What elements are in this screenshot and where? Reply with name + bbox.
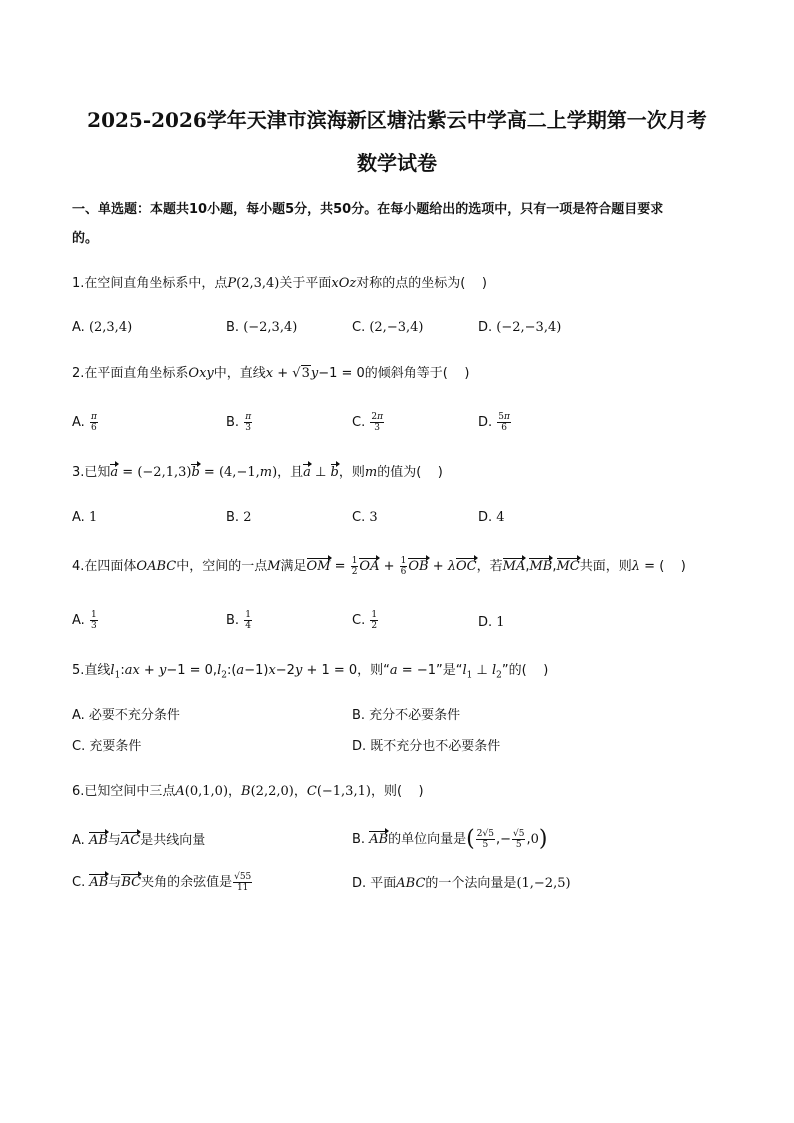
section-heading-line2: 的。 (72, 231, 99, 246)
question-6-option-a[interactable]: A. AB与AC是共线向量 (72, 831, 205, 851)
section-heading-line1: 一、单选题：本题共10小题，每小题5分，共50分。在每小题给出的选项中，只有一项是符合题目要求 (72, 202, 664, 217)
question-1-option-c[interactable]: C. (2,−3,4) (352, 320, 424, 335)
question-5-option-b[interactable]: B. 充分不必要条件 (352, 708, 461, 723)
question-5-option-c[interactable]: C. 充要条件 (72, 739, 142, 754)
question-3-stem: 3.已知a = (−2,1,3)b = (4,−1,m)，且a ⊥ b，则m的值为( ) (72, 463, 443, 483)
question-6-option-c[interactable]: C. AB与BC夹角的余弦值是 $\frac{√55}{11}$ (72, 872, 252, 893)
question-5-option-a[interactable]: A. 必要不充分条件 (72, 708, 180, 723)
section-heading (72, 195, 722, 253)
question-1-option-b[interactable]: B. (−2,3,4) (226, 320, 298, 335)
question-2-option-d[interactable]: D. $\frac{5\pi}{6}$ (478, 412, 510, 433)
question-3-option-a[interactable]: A. 1 (72, 510, 98, 525)
question-4-option-d[interactable]: D. 1 (478, 615, 505, 630)
question-3-option-d[interactable]: D. 4 (478, 510, 505, 525)
question-6-option-d[interactable]: D. 平面ABC的一个法向量是(1,−2,5) (352, 876, 571, 891)
question-2-option-c[interactable]: C. $\frac{2\pi}{3}$ (352, 412, 383, 433)
question-1-option-d[interactable]: D. (−2,−3,4) (478, 320, 562, 335)
question-2-option-a[interactable]: A. $\frac{\pi}{6}$ (72, 412, 97, 433)
question-4-stem: 4.在四面体OABC中，空间的一点M满足OM = $\frac{1}{2}$ OA + $\frac{1}{6}$ OB + λOC，若MA,MB,MC共面，则λ = ( ) (72, 556, 686, 577)
question-4-option-c[interactable]: C. $\frac{1}{2}$ (352, 610, 378, 631)
question-3-option-b[interactable]: B. 2 (226, 510, 252, 525)
question-6-option-b[interactable]: B. AB的单位向量是( $\frac{2√5}{5}$ ,− $\frac{√5}{5}$ ,0) (352, 826, 548, 852)
question-3-option-c[interactable]: C. 3 (352, 510, 378, 525)
exam-subtitle: 数学试卷 (357, 151, 437, 175)
question-5-stem: 5.直线$l_1:ax + y-1$ = $0,l_2:(a-1)x-2y + 1 = 0$，则“a = −1”是“$l_1$ ⊥ $l_2$”的( ) (72, 663, 549, 681)
question-5-option-d[interactable]: D. 既不充分也不必要条件 (352, 739, 501, 754)
question-4-option-a[interactable]: A. $\frac{1}{3}$ (72, 610, 97, 631)
question-2-stem: 2.在平面直角坐标系Oxy中，直线x + √3y−1 = 0的倾斜角等于( ) (72, 366, 470, 381)
exam-title: 2025-2026学年天津市滨海新区塘沽紫云中学高二上学期第一次月考 (87, 108, 707, 132)
question-6-stem: 6.已知空间中三点A(0,1,0)，B(2,2,0)，C(−1,3,1)，则( ) (72, 784, 424, 799)
question-1-stem: 1.在空间直角坐标系中，点P(2,3,4)关于平面xOz对称的点的坐标为( ) (72, 276, 487, 291)
question-1-option-a[interactable]: A. (2,3,4) (72, 320, 133, 335)
question-4-option-b[interactable]: B. $\frac{1}{4}$ (226, 610, 251, 631)
question-2-option-b[interactable]: B. $\frac{\pi}{3}$ (226, 412, 252, 433)
